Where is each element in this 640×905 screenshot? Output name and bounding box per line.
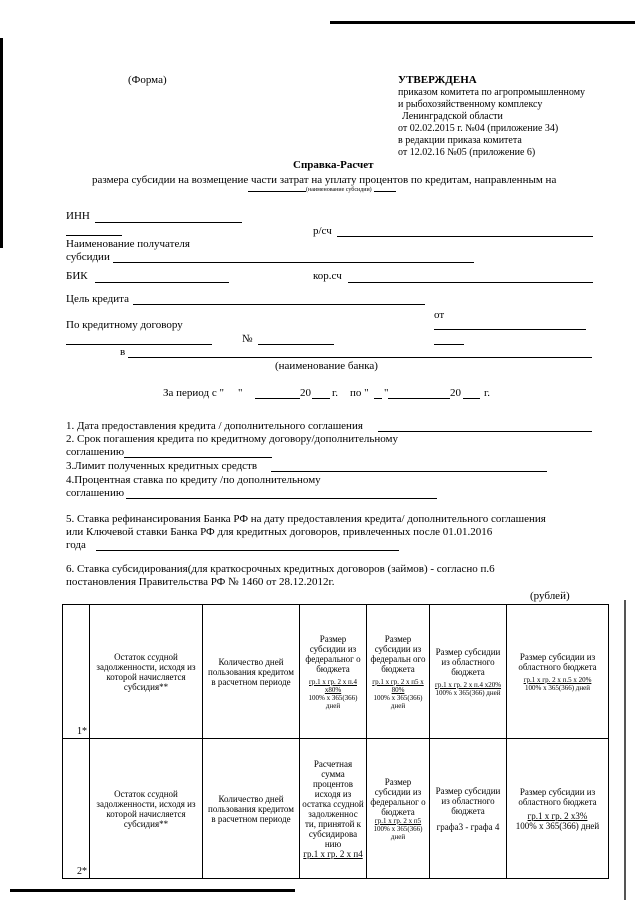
table-cell [430, 739, 507, 879]
recipient-field[interactable] [113, 262, 474, 263]
item-5-line-1: 5. Ставка рефинансирования Банка РФ на дату предоставления кредита/ дополнительного соглашения [66, 513, 546, 525]
period-from-month-field[interactable] [255, 398, 300, 399]
approval-block [398, 87, 585, 159]
recipient-label-2: субсидии [66, 251, 110, 263]
bank-name-hint: (наименование банка) [275, 360, 378, 372]
item-1-field[interactable] [378, 431, 592, 432]
ks-field[interactable] [348, 282, 593, 283]
approval-line: и рыбохозяйственному комплексу [398, 99, 543, 110]
agreement-date-field[interactable] [66, 344, 212, 345]
cell-formula-denominator: 100% х 365(366) дней [373, 693, 423, 710]
inn-field[interactable] [95, 222, 242, 223]
table-cell: Количество дней пользования кредитом в расчетном периоде [203, 739, 300, 879]
table-cell: Остаток ссудной задолженности, исходя из которой начисляется субсидия** [90, 605, 203, 739]
loan-agreement-label: По кредитному договору [66, 319, 183, 331]
table-cell [300, 605, 367, 739]
item-4-label: 4.Процентная ставка по кредиту /по дополнительному [66, 474, 321, 486]
cell-formula: графа3 - графа 4 [436, 821, 500, 832]
table-cell [507, 605, 609, 739]
period-from-quote: " [238, 387, 243, 399]
bik-label: БИК [66, 270, 88, 282]
cell-main: Размер субсидии из федеральног о бюджета [305, 633, 361, 674]
cell-main: Размер субсидии из федеральн ого бюджета [370, 633, 426, 674]
agreement-number-field[interactable] [258, 344, 334, 345]
approval-line: приказом комитета по агропромышленному [398, 87, 586, 98]
period-from-year-suffix: г. [332, 387, 339, 399]
cell-formula-denominator: 100% х 365(366) дней [308, 693, 358, 710]
item-4-label-cont: соглашению [66, 487, 125, 499]
period-from-year-prefix: 20 [300, 387, 311, 399]
cell-formula-numerator: гр.1 х гр. 2 х п5 х 80% [372, 677, 424, 694]
item-3-label: 3.Лимит полученных кредитных средств [66, 460, 258, 472]
number-sign: № [242, 333, 253, 345]
scan-edge-right [624, 600, 626, 900]
rs-label: р/сч [313, 225, 332, 237]
table-cell: Остаток ссудной задолженности, исходя из которой начисляется субсидия** [90, 739, 203, 879]
subsidy-name-line [248, 191, 306, 192]
cell-formula-numerator: гр.1 х гр. 2 х3% [527, 810, 588, 821]
table-unit: (рублей) [530, 590, 570, 602]
row-index: 1* [63, 605, 90, 739]
agreement-extra-field[interactable] [434, 344, 464, 345]
inn-label: ИНН [66, 210, 90, 222]
table-cell [367, 605, 430, 739]
item-1-label: 1. Дата предоставления кредита / дополнительного соглашения [66, 420, 363, 432]
cell-main: Размер субсидии из областного бюджета [518, 786, 597, 807]
scan-line-top [330, 21, 635, 24]
table-row [63, 605, 609, 739]
cell-formula-denominator: 100% х 365(366) дней [525, 683, 590, 692]
table-cell: Количество дней пользования кредитом в расчетном периоде [203, 605, 300, 739]
scan-edge-left [0, 38, 3, 248]
period-to-year-suffix: г. [484, 387, 491, 399]
page-title: Справка-Расчет [293, 159, 374, 171]
item-2-field[interactable] [124, 457, 272, 458]
cell-main: Размер субсидии из областного бюджета [435, 785, 501, 816]
item-4-field[interactable] [126, 498, 437, 499]
period-to-year-prefix: 20 [450, 387, 461, 399]
cell-formula-denominator: 100% х 365(366) дней [515, 820, 600, 831]
credit-purpose-label: Цель кредита [66, 293, 129, 305]
table-cell [507, 739, 609, 879]
item-2-label-cont: соглашению [66, 446, 125, 458]
table-cell [367, 739, 430, 879]
scan-line-bottom [10, 889, 295, 892]
cell-main: Размер субсидии из федеральног о бюджета [370, 776, 426, 817]
cell-formula-denominator: 100% х 365(366) дней [373, 824, 423, 841]
subsidy-table [62, 604, 609, 879]
item-5-line-3: года [66, 539, 86, 551]
inn-extra-field[interactable] [66, 235, 122, 236]
period-from-label: За период с " [163, 387, 224, 399]
table-cell [430, 605, 507, 739]
subsidy-name-line-end [374, 191, 396, 192]
bik-field[interactable] [95, 282, 229, 283]
recipient-label: Наименование получателя [66, 238, 190, 250]
approval-line: от 12.02.16 №05 (приложение 6) [398, 147, 536, 158]
item-3-field[interactable] [271, 471, 547, 472]
bank-name-field[interactable] [128, 357, 592, 358]
period-to-quote: " [384, 387, 389, 399]
cell-formula-numerator: гр.1 х гр. 2 х п5 [374, 816, 422, 825]
period-to-label: по " [350, 387, 369, 399]
row-index: 2* [63, 739, 90, 879]
form-label: (Форма) [128, 74, 167, 86]
cell-formula-numerator: гр.1 х гр. 2 х п4 [303, 848, 363, 859]
approved-heading: УТВЕРЖДЕНА [398, 74, 477, 86]
credit-purpose-field[interactable] [133, 304, 425, 305]
table-row [63, 739, 609, 879]
item-5-field[interactable] [96, 550, 399, 551]
cell-formula-numerator: гр.1 х гр. 2 х п.4 х80% [309, 677, 357, 694]
from-date-field[interactable] [434, 329, 586, 330]
item-6-line-1: 6. Ставка субсидирования(для краткосрочных кредитных договоров (займов) - согласно п.6 [66, 563, 495, 575]
period-to-year-field[interactable] [463, 398, 480, 399]
cell-formula-numerator: гр.1 х гр. 2 х п.5 х 20% [523, 675, 592, 684]
approval-line: Ленинградской области [402, 111, 503, 122]
item-5-line-2: или Ключевой ставки Банка РФ для кредитных договоров, привлеченных после 01.01.2016 [66, 526, 493, 538]
in-label: в [120, 346, 126, 358]
rs-field[interactable] [337, 236, 593, 237]
period-to-month-field[interactable] [388, 398, 450, 399]
item-6-line-2: постановления Правительства РФ № 1460 от 28.12.2012г. [66, 576, 335, 588]
cell-main: Размер субсидии из областного бюджета [435, 646, 501, 677]
cell-main: Размер субсидии из областного бюджета [518, 651, 597, 672]
approval-line: в редакции приказа комитета [398, 135, 522, 146]
period-to-day-field[interactable] [374, 398, 382, 399]
subsidy-name-hint: (наименование субсидии) [306, 187, 372, 193]
page-subtitle: размера субсидии на возмещение части затрат на уплату процентов по кредитам, направленным на [92, 174, 557, 186]
table-cell [300, 739, 367, 879]
cell-main: Расчетная сумма процентов исходя из остатка ссудной задолженнос ти, принятой к субсидирова нию [302, 758, 364, 849]
ks-label: кор.сч [313, 270, 342, 282]
period-from-year-field[interactable] [312, 398, 330, 399]
approval-line: от 02.02.2015 г. №04 (приложение 34) [398, 123, 559, 134]
cell-formula-denominator: 100% х 365(366) дней [435, 688, 501, 697]
from-label: от [434, 309, 445, 321]
item-2-label: 2. Срок погашения кредита по кредитному договору/дополнительному [66, 433, 398, 445]
cell-formula-numerator: гр.1 х гр. 2 х п.4 х20% [434, 680, 502, 689]
